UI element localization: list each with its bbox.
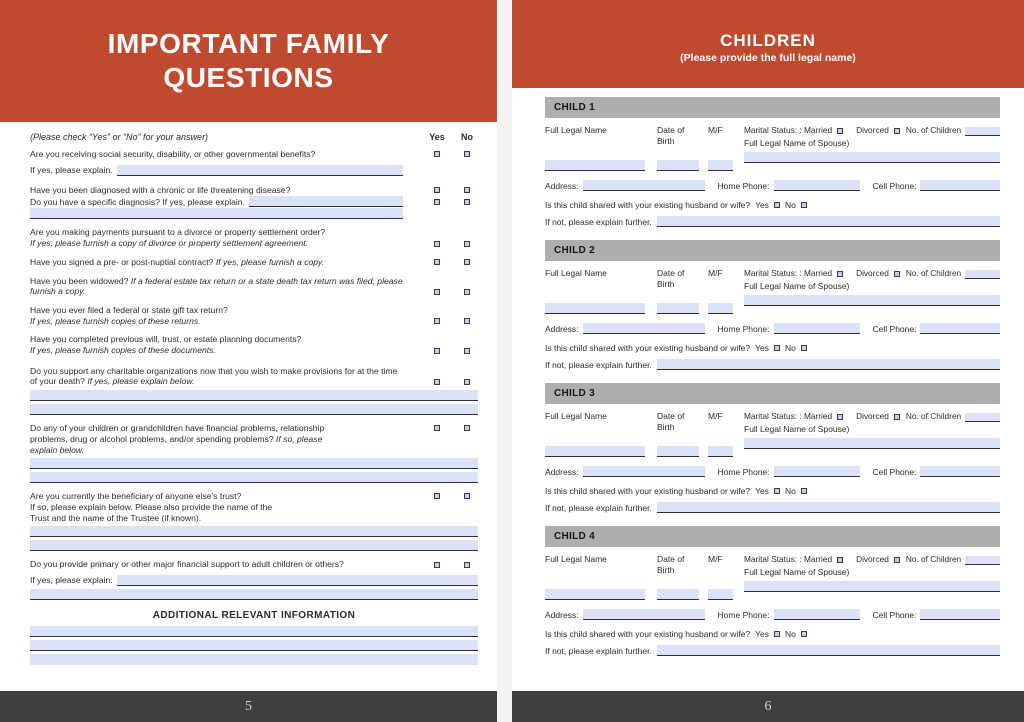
question-nuptial <box>30 257 482 268</box>
yes-checkbox[interactable] <box>434 199 440 205</box>
child-contact-row <box>545 466 1000 477</box>
no-checkbox[interactable] <box>464 241 470 247</box>
yes-column-header: Yes <box>429 132 445 142</box>
address-label: Address: <box>545 323 579 334</box>
shared-question-label: Is this child shared with your existing husband or wife? <box>545 343 751 353</box>
date-of-birth-input[interactable] <box>657 160 699 171</box>
no-of-children-input[interactable] <box>965 270 1000 279</box>
charity-explain-line2[interactable] <box>30 404 478 415</box>
no-of-children-input[interactable] <box>965 556 1000 565</box>
question-text: Have you been diagnosed with a chronic or life threatening disease? <box>30 184 291 195</box>
divorced-checkbox[interactable] <box>894 128 900 134</box>
mf-input[interactable] <box>708 446 733 457</box>
date-of-birth-input[interactable] <box>657 303 699 314</box>
married-checkbox[interactable] <box>837 271 843 277</box>
no-checkbox[interactable] <box>464 199 470 205</box>
shared-no-checkbox[interactable] <box>801 488 807 494</box>
question-text: Do you have a specific diagnosis? If yes, please explain. <box>30 196 245 207</box>
no-checkbox[interactable] <box>464 289 470 295</box>
child-explain-row <box>545 645 1000 656</box>
home-phone-input[interactable] <box>774 609 860 620</box>
question-text: Do you provide primary or other major financial support to adult children or others? <box>30 559 344 570</box>
address-input[interactable] <box>583 180 705 191</box>
intro-row <box>30 132 482 142</box>
marital-status-row <box>744 411 1000 422</box>
cell-phone-label: Cell Phone: <box>872 323 917 334</box>
question-text <box>30 257 422 268</box>
question-text: Are you receiving social security, disability, or other governmental benefits? <box>30 149 316 159</box>
mf-label: M/F <box>708 411 723 421</box>
page-number: 5 <box>245 698 252 714</box>
page-title: CHILDREN <box>720 30 816 50</box>
shared-yes-label: Yes <box>755 343 769 353</box>
shared-yes-checkbox[interactable] <box>774 488 780 494</box>
page-footer-right <box>512 691 1024 722</box>
no-checkbox[interactable] <box>464 493 470 499</box>
question-line: Are you currently the beneficiary of anyone else's trust? <box>30 491 242 502</box>
question-line: Are you making payments pursuant to a divorce or property settlement order? <box>30 227 326 238</box>
no-of-children-label: No. of Children <box>905 554 962 564</box>
yes-checkbox[interactable] <box>434 241 440 247</box>
child-section-header <box>545 383 1000 404</box>
address-input[interactable] <box>583 466 705 477</box>
spouse-name-input[interactable] <box>744 438 1000 449</box>
question-charity <box>30 366 482 387</box>
question-text <box>30 491 335 523</box>
explain-further-input[interactable] <box>657 359 1000 370</box>
full-legal-name-label: Full Legal Name <box>545 268 607 278</box>
divorced-checkbox[interactable] <box>894 557 900 563</box>
problems-explain-line2[interactable] <box>30 472 478 483</box>
spouse-name-label: Full Legal Name of Spouse) <box>744 567 850 577</box>
shared-no-label: No <box>784 629 796 639</box>
question-trust-beneficiary <box>30 491 482 523</box>
address-label: Address: <box>545 466 579 477</box>
child-identity-row <box>545 125 1000 171</box>
full-legal-name-input[interactable] <box>545 303 645 314</box>
explain-label: If yes, please explain. <box>30 165 113 175</box>
child-identity-row <box>545 411 1000 457</box>
shared-question-label: Is this child shared with your existing husband or wife? <box>545 486 751 496</box>
cell-phone-label: Cell Phone: <box>872 180 917 191</box>
child-shared-row <box>545 629 1000 639</box>
shared-yes-label: Yes <box>755 629 769 639</box>
trust-explain-line1[interactable] <box>30 526 478 537</box>
home-phone-input[interactable] <box>774 466 860 477</box>
question-note: If yes, please furnish copies of these returns. <box>30 315 201 326</box>
question-note: If a federal estate tax return or a state death tax return was filed, please furnish a copy. <box>30 275 403 297</box>
child-contact-row <box>545 609 1000 620</box>
no-checkbox[interactable] <box>464 425 470 431</box>
explain-further-input[interactable] <box>657 502 1000 513</box>
question-line: Have you been widowed? <box>30 275 131 286</box>
marital-status-married-label: Marital Status: : Married <box>744 554 833 564</box>
question-text <box>30 423 342 455</box>
full-legal-name-label: Full Legal Name <box>545 125 607 135</box>
page-children <box>512 0 1024 722</box>
child-shared-row <box>545 343 1000 353</box>
yes-checkbox[interactable] <box>434 348 440 354</box>
marital-status-married-label: Marital Status: : Married <box>744 411 833 421</box>
home-phone-label: Home Phone: <box>717 466 770 477</box>
question-disease <box>30 185 482 196</box>
spouse-name-label: Full Legal Name of Spouse) <box>744 424 850 434</box>
shared-no-checkbox[interactable] <box>801 202 807 208</box>
no-checkbox[interactable] <box>464 379 470 385</box>
question-previous-will <box>30 334 482 355</box>
question-text <box>30 276 403 297</box>
shared-no-label: No <box>784 486 796 496</box>
page-number: 6 <box>764 698 772 714</box>
no-checkbox[interactable] <box>464 259 470 265</box>
address-label: Address: <box>545 180 579 191</box>
no-checkbox[interactable] <box>464 318 470 324</box>
child-contact-row <box>545 323 1000 334</box>
explain-label: If yes, please explain: <box>30 575 113 586</box>
child-section-header <box>545 240 1000 261</box>
address-input[interactable] <box>583 323 705 334</box>
shared-yes-checkbox[interactable] <box>774 202 780 208</box>
mf-label: M/F <box>708 125 723 135</box>
diagnosis-input-line2[interactable] <box>30 208 403 219</box>
children-banner <box>512 0 1024 88</box>
question-note: If yes, please explain below. <box>87 376 195 387</box>
cell-phone-input[interactable] <box>920 180 1000 191</box>
full-legal-name-input[interactable] <box>545 589 645 600</box>
child-explain-row <box>545 359 1000 370</box>
home-phone-label: Home Phone: <box>717 609 770 620</box>
no-checkbox[interactable] <box>464 151 470 157</box>
shared-yes-label: Yes <box>755 486 769 496</box>
date-of-birth-input[interactable] <box>657 446 699 457</box>
support-explain-line2[interactable] <box>30 589 478 600</box>
question-line: Have you ever filed a federal or state gift tax return? <box>30 304 228 315</box>
question-text <box>30 305 422 326</box>
question-problems <box>30 423 482 455</box>
no-checkbox[interactable] <box>464 187 470 193</box>
married-checkbox[interactable] <box>837 557 843 563</box>
divorced-label: Divorced <box>856 411 889 421</box>
address-input[interactable] <box>583 609 705 620</box>
additional-info-line2[interactable] <box>30 640 478 651</box>
mf-label: M/F <box>708 554 723 564</box>
question-line: Do you support any charitable organizations now that you wish to make provisions for at the time of your death? <box>30 365 398 387</box>
child-section <box>545 97 1000 227</box>
shared-no-label: No <box>784 200 796 210</box>
question-line: Have you completed previous will, trust, or estate planning documents? <box>30 334 302 345</box>
children-list <box>512 88 991 656</box>
address-label: Address: <box>545 609 579 620</box>
question-line: Have you signed a pre- or post-nuptial contract? <box>30 256 216 267</box>
spouse-name-input[interactable] <box>744 152 1000 163</box>
spouse-name-input[interactable] <box>744 581 1000 592</box>
divorced-label: Divorced <box>856 125 889 135</box>
family-questions-body <box>0 122 482 665</box>
home-phone-label: Home Phone: <box>717 180 770 191</box>
shared-yes-label: Yes <box>755 200 769 210</box>
yes-checkbox[interactable] <box>434 562 440 568</box>
question-financial-support <box>30 559 482 570</box>
mf-input[interactable] <box>708 589 733 600</box>
married-checkbox[interactable] <box>837 414 843 420</box>
family-questions-banner <box>0 0 497 122</box>
yes-checkbox[interactable] <box>434 493 440 499</box>
support-explain-input[interactable] <box>117 575 478 586</box>
shared-question-label: Is this child shared with your existing husband or wife? <box>545 200 751 210</box>
child-explain-row <box>545 216 1000 227</box>
child-identity-row <box>545 268 1000 314</box>
date-of-birth-label: Date of Birth <box>657 554 685 575</box>
divorced-checkbox[interactable] <box>894 271 900 277</box>
no-checkbox[interactable] <box>464 562 470 568</box>
shared-no-checkbox[interactable] <box>801 345 807 351</box>
no-of-children-label: No. of Children <box>905 125 962 135</box>
question-line: If so, please explain below. Please also provide the name of the <box>30 501 273 512</box>
child-section-header <box>545 526 1000 547</box>
explain-further-label: If not, please explain further. <box>545 360 652 370</box>
shared-yes-checkbox[interactable] <box>774 631 780 637</box>
question-note: If so, please explain below. <box>30 433 323 455</box>
question-text <box>30 227 422 248</box>
marital-status-row <box>744 125 1000 136</box>
support-explain-row <box>30 575 478 586</box>
marital-status-married-label: Marital Status: : Married <box>744 268 833 278</box>
mf-label: M/F <box>708 268 723 278</box>
question-text <box>30 366 398 387</box>
child-identity-row <box>545 554 1000 600</box>
trust-explain-line2[interactable] <box>30 540 478 551</box>
charity-explain-line1[interactable] <box>30 390 478 401</box>
child-section-title: CHILD 1 <box>554 102 595 113</box>
no-column-header: No <box>461 132 473 142</box>
question-line: Do any of your children or grandchildren have financial problems, relationship problems, drug or alcohol problems, and/or spending problems? <box>30 423 325 444</box>
question-text <box>30 334 422 355</box>
married-checkbox[interactable] <box>837 128 843 134</box>
question-diagnosis <box>30 196 482 207</box>
shared-no-label: No <box>784 343 796 353</box>
yes-checkbox[interactable] <box>434 151 440 157</box>
date-of-birth-label: Date of Birth <box>657 268 685 289</box>
question-benefits <box>30 149 482 160</box>
full-legal-name-input[interactable] <box>545 446 645 457</box>
date-of-birth-input[interactable] <box>657 589 699 600</box>
diagnosis-row <box>30 196 403 207</box>
marital-status-row <box>744 554 1000 565</box>
shared-question-label: Is this child shared with your existing husband or wife? <box>545 629 751 639</box>
home-phone-input[interactable] <box>774 180 860 191</box>
child-shared-row <box>545 200 1000 210</box>
full-legal-name-label: Full Legal Name <box>545 411 607 421</box>
divorced-label: Divorced <box>856 554 889 564</box>
marital-status-row <box>744 268 1000 279</box>
question-divorce-payments <box>30 227 482 248</box>
child-explain-row <box>545 502 1000 513</box>
question-note: If yes, please furnish a copy of divorce or property settlement agreement. <box>30 238 309 249</box>
question-gift-tax <box>30 305 482 326</box>
cell-phone-input[interactable] <box>920 609 1000 620</box>
question-note: If yes, please furnish copies of these documents. <box>30 345 216 356</box>
child-section-title: CHILD 3 <box>554 388 595 399</box>
page-title: IMPORTANT FAMILY QUESTIONS <box>107 27 390 93</box>
yes-checkbox[interactable] <box>434 318 440 324</box>
full-legal-name-label: Full Legal Name <box>545 554 607 564</box>
page-footer-left <box>0 691 497 722</box>
question-note: If yes, please furnish a copy. <box>215 256 325 267</box>
no-of-children-input[interactable] <box>965 127 1000 136</box>
full-legal-name-input[interactable] <box>545 160 645 171</box>
explain-further-label: If not, please explain further. <box>545 646 652 656</box>
explain-further-input[interactable] <box>657 645 1000 656</box>
problems-explain-line1[interactable] <box>30 458 478 469</box>
page-family-questions <box>0 0 497 722</box>
question-widowed <box>30 276 482 297</box>
additional-info-heading: ADDITIONAL RELEVANT INFORMATION <box>152 610 356 622</box>
child-section <box>545 240 1000 370</box>
child-section <box>545 383 1000 513</box>
home-phone-label: Home Phone: <box>717 323 770 334</box>
marital-status-married-label: Marital Status: : Married <box>744 125 833 135</box>
mf-input[interactable] <box>708 160 733 171</box>
date-of-birth-label: Date of Birth <box>657 125 685 146</box>
page-subtitle: (Please provide the full legal name) <box>680 51 856 64</box>
shared-yes-checkbox[interactable] <box>774 345 780 351</box>
no-of-children-label: No. of Children <box>905 268 962 278</box>
question-line: Trust and the name of the Trustee (if known). <box>30 512 202 523</box>
child-section <box>545 526 1000 656</box>
spouse-name-label: Full Legal Name of Spouse) <box>744 138 850 148</box>
cell-phone-input[interactable] <box>920 466 1000 477</box>
date-of-birth-label: Date of Birth <box>657 411 685 432</box>
child-section-header <box>545 97 1000 118</box>
cell-phone-label: Cell Phone: <box>872 466 917 477</box>
no-of-children-input[interactable] <box>965 413 1000 422</box>
yes-checkbox[interactable] <box>434 379 440 385</box>
shared-no-checkbox[interactable] <box>801 631 807 637</box>
no-of-children-label: No. of Children <box>905 411 962 421</box>
home-phone-input[interactable] <box>774 323 860 334</box>
benefits-explain-row <box>30 165 403 176</box>
cell-phone-label: Cell Phone: <box>872 609 917 620</box>
yes-checkbox[interactable] <box>434 425 440 431</box>
divorced-label: Divorced <box>856 268 889 278</box>
child-section-title: CHILD 2 <box>554 245 595 256</box>
yes-checkbox[interactable] <box>434 187 440 193</box>
explain-further-label: If not, please explain further. <box>545 217 652 227</box>
spouse-name-label: Full Legal Name of Spouse) <box>744 281 850 291</box>
intro-note: (Please check “Yes” or “No” for your answer) <box>30 132 209 142</box>
cell-phone-input[interactable] <box>920 323 1000 334</box>
explain-further-input[interactable] <box>657 216 1000 227</box>
diagnosis-input[interactable] <box>249 196 403 207</box>
yes-checkbox[interactable] <box>434 289 440 295</box>
additional-info-line3[interactable] <box>30 654 478 665</box>
child-contact-row <box>545 180 1000 191</box>
divorced-checkbox[interactable] <box>894 414 900 420</box>
child-shared-row <box>545 486 1000 496</box>
spouse-name-input[interactable] <box>744 295 1000 306</box>
explain-further-label: If not, please explain further. <box>545 503 652 513</box>
mf-input[interactable] <box>708 303 733 314</box>
additional-info-line1[interactable] <box>30 626 478 637</box>
yes-checkbox[interactable] <box>434 259 440 265</box>
explain-input[interactable] <box>117 165 403 176</box>
child-section-title: CHILD 4 <box>554 531 595 542</box>
no-checkbox[interactable] <box>464 348 470 354</box>
